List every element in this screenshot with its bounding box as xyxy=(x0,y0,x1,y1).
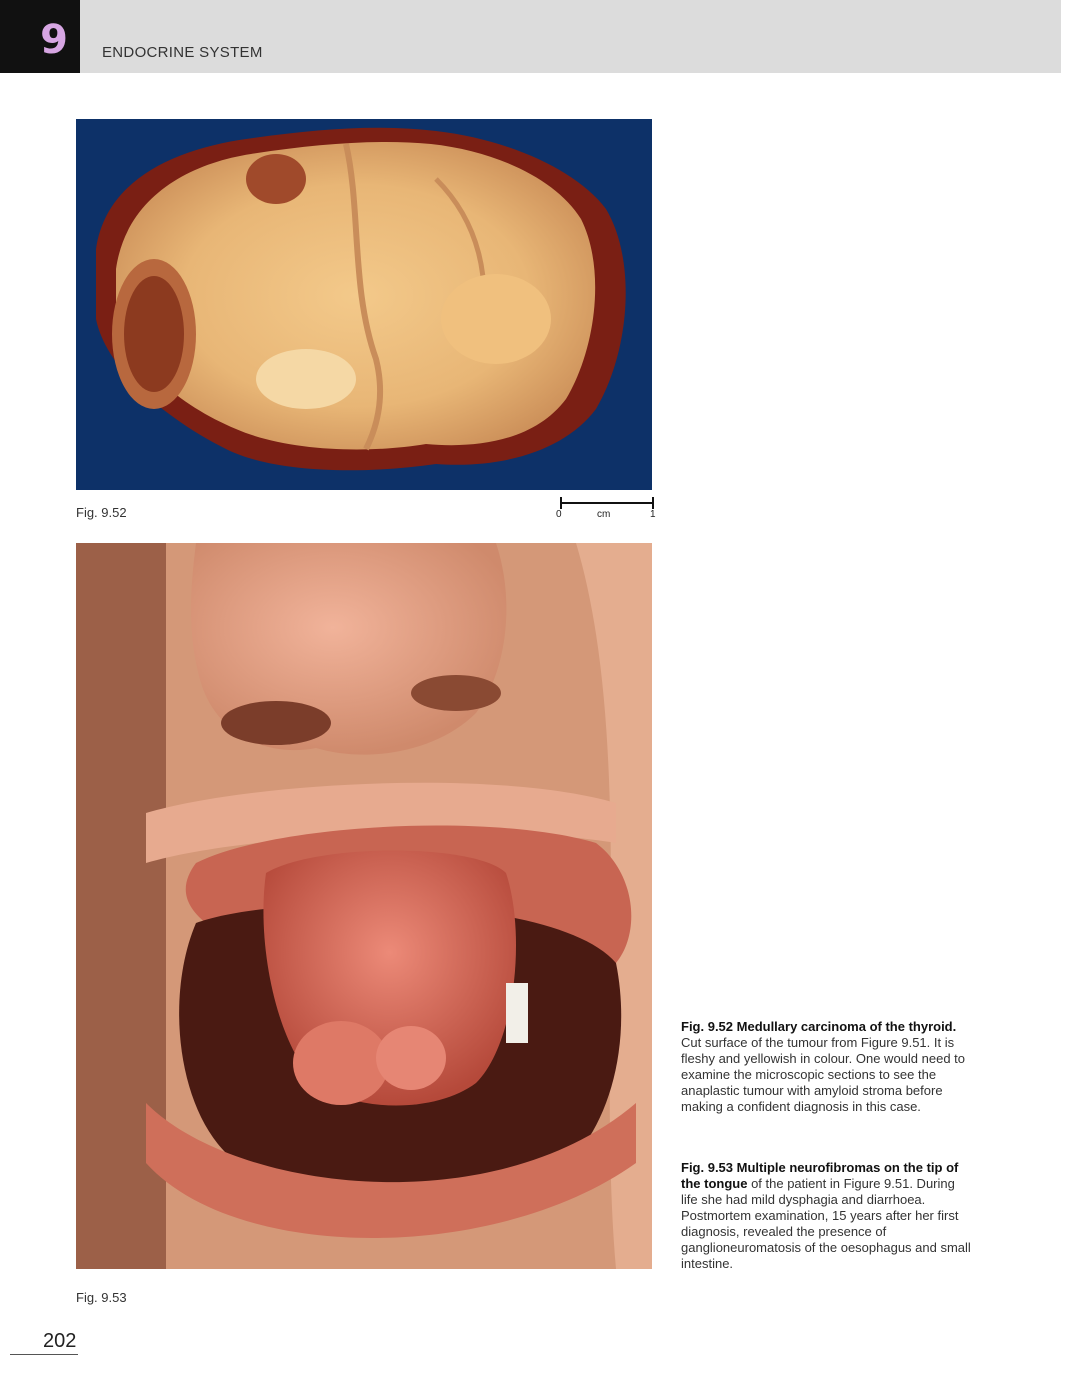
caption-fig-9-53 xyxy=(681,1160,971,1272)
scale-bar-line xyxy=(560,502,654,504)
section-title: ENDOCRINE SYSTEM xyxy=(102,44,263,61)
scale-bar-end-label: 1 xyxy=(650,509,656,520)
thyroid-tumour-image xyxy=(76,119,652,490)
page-number-rule xyxy=(10,1354,78,1355)
scale-bar xyxy=(551,495,661,525)
figure-9-53-label: Fig. 9.53 xyxy=(76,1290,127,1305)
page-number: 202 xyxy=(43,1330,77,1352)
caption-fig-9-53-body: of the patient in Figure 9.51. During life she had mild dysphagia and diarrhoea. Postmortem examination, 15 years after her first diagnosis, revealed the presence of ganglioneuromatosis of the oesophagus and small intestine. xyxy=(681,1176,971,1271)
figure-9-52-label: Fig. 9.52 xyxy=(76,505,127,520)
chapter-number: 9 xyxy=(40,17,68,63)
caption-fig-9-52-body: Cut surface of the tumour from Figure 9.51. It is fleshy and yellowish in colour. One would need to examine the microscopic sections to see the anaplastic tumour with amyloid stroma before making a confident diagnosis in this case. xyxy=(681,1035,966,1114)
caption-fig-9-52 xyxy=(681,1019,971,1115)
figure-9-52-photo xyxy=(76,119,652,490)
caption-fig-9-52-title: Fig. 9.52 Medullary carcinoma of the thyroid. xyxy=(681,1019,957,1034)
scale-bar-start-label: 0 xyxy=(556,509,562,520)
chapter-badge xyxy=(0,0,80,73)
tongue-neurofibromas-image xyxy=(76,543,652,1269)
scale-bar-tick-start xyxy=(560,497,562,509)
scale-bar-tick-end xyxy=(652,497,654,509)
caption-fig-9-53-title: Fig. 9.53 Multiple neurofibromas on the tip of the tongue xyxy=(681,1160,959,1191)
figure-9-53-photo xyxy=(76,543,652,1269)
header-band xyxy=(0,0,1061,73)
scale-bar-unit-label: cm xyxy=(597,509,611,520)
